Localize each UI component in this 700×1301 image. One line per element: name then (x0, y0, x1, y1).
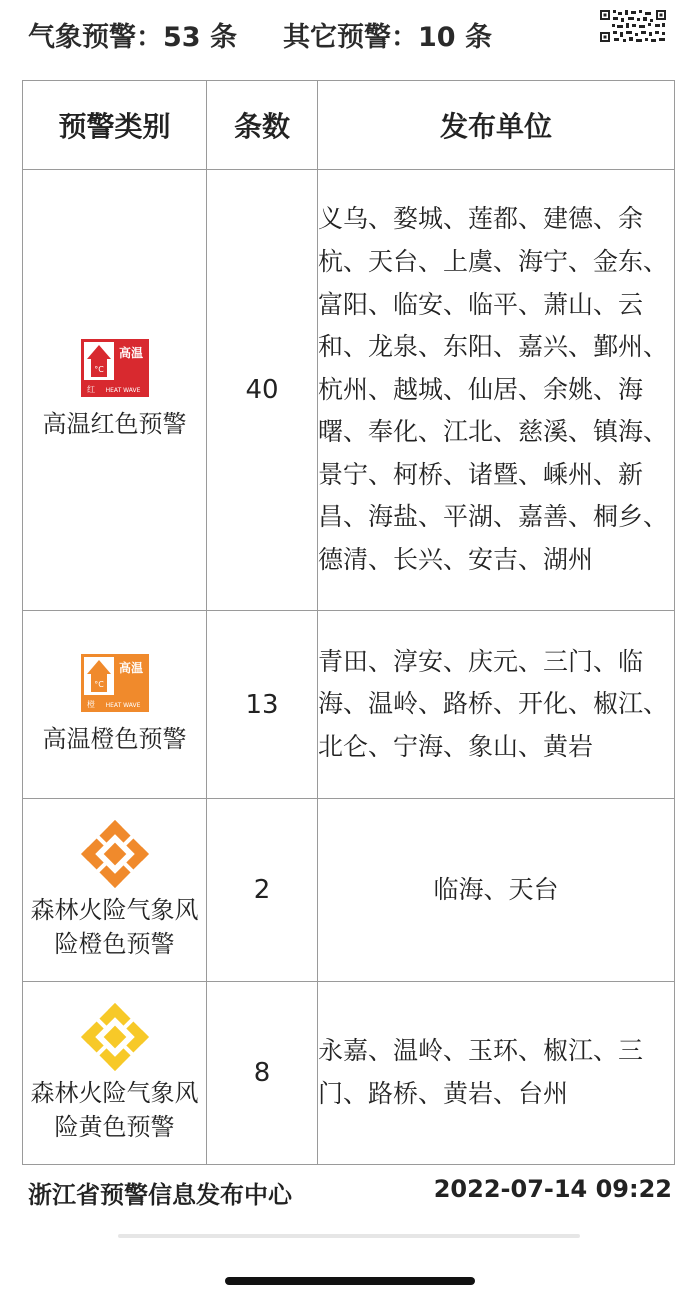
count-cell: 13 (207, 611, 318, 799)
svg-text:°C: °C (93, 679, 104, 689)
table-header-row (23, 81, 675, 170)
qr-code-icon[interactable] (598, 8, 668, 44)
category-label: 高温橙色预警 (42, 724, 187, 753)
scroll-indicator (118, 1234, 580, 1238)
category-cell (23, 982, 207, 1165)
svg-text:°C: °C (93, 365, 104, 374)
units-cell (318, 611, 675, 799)
forest-fire-yellow-icon (80, 1002, 150, 1072)
icon-text-main: 高温 (118, 346, 143, 360)
header-category: 预警类别 (23, 81, 207, 170)
count-cell: 8 (207, 982, 318, 1165)
units-list: 永嘉、温岭、玉环、椒江、三门、路桥、黄岩、台州 (318, 1036, 644, 1108)
category-label: 森林火险气象风险橙色预警 (30, 896, 199, 958)
svg-text:红: 红 (86, 385, 95, 394)
category-cell (23, 799, 207, 982)
warning-summary-header (28, 16, 588, 60)
category-cell (23, 611, 207, 799)
warning-table (22, 80, 675, 1165)
units-cell (318, 170, 675, 611)
other-warning-unit: 条 (464, 22, 492, 53)
publisher-label: 浙江省预警信息发布中心 (28, 1181, 292, 1209)
units-cell (318, 982, 675, 1165)
count-cell: 2 (207, 799, 318, 982)
category-cell (23, 170, 207, 611)
category-label: 高温红色预警 (42, 410, 187, 438)
count-cell: 40 (207, 170, 318, 611)
publish-datetime: 2022-07-14 09:22 (433, 1175, 672, 1203)
forest-fire-orange-icon (80, 819, 150, 889)
home-indicator-bar[interactable] (225, 1277, 475, 1285)
units-list: 义乌、婺城、莲都、建德、余杭、天台、上虞、海宁、金东、富阳、临安、临平、萧山、云和、龙泉、东阳、嘉兴、鄞州、杭州、越城、仙居、余姚、海曙、奉化、江北、慈溪、镇海、景宁、柯桥、诸暨、嵊州、新昌、海盐、平湖、嘉善、桐乡、德清、长兴、安吉、湖州 (318, 204, 669, 575)
weather-warning-unit: 条 (209, 22, 237, 53)
table-row (23, 170, 675, 611)
heat-wave-red-icon (81, 339, 149, 397)
other-warning-count: 10 (417, 22, 456, 53)
table-row (23, 611, 675, 799)
svg-text:HEAT WAVE: HEAT WAVE (105, 387, 140, 394)
units-list: 青田、淳安、庆元、三门、临海、温岭、路桥、开化、椒江、北仑、宁海、象山、黄岩 (318, 646, 669, 761)
table-row (23, 799, 675, 982)
units-list: 临海、天台 (433, 874, 559, 904)
svg-text:高温: 高温 (118, 660, 143, 675)
other-warning-label: 其它预警： (282, 22, 418, 53)
header-count: 条数 (207, 81, 318, 170)
units-cell (318, 799, 675, 982)
header-units: 发布单位 (318, 81, 675, 170)
svg-text:HEAT WAVE: HEAT WAVE (105, 701, 140, 709)
category-label: 森林火险气象风险黄色预警 (30, 1079, 199, 1141)
weather-warning-label: 气象预警： (28, 22, 163, 53)
svg-text:橙: 橙 (86, 699, 95, 709)
weather-warning-count: 53 (163, 22, 201, 53)
heat-wave-orange-icon (81, 654, 149, 712)
table-row (23, 982, 675, 1165)
